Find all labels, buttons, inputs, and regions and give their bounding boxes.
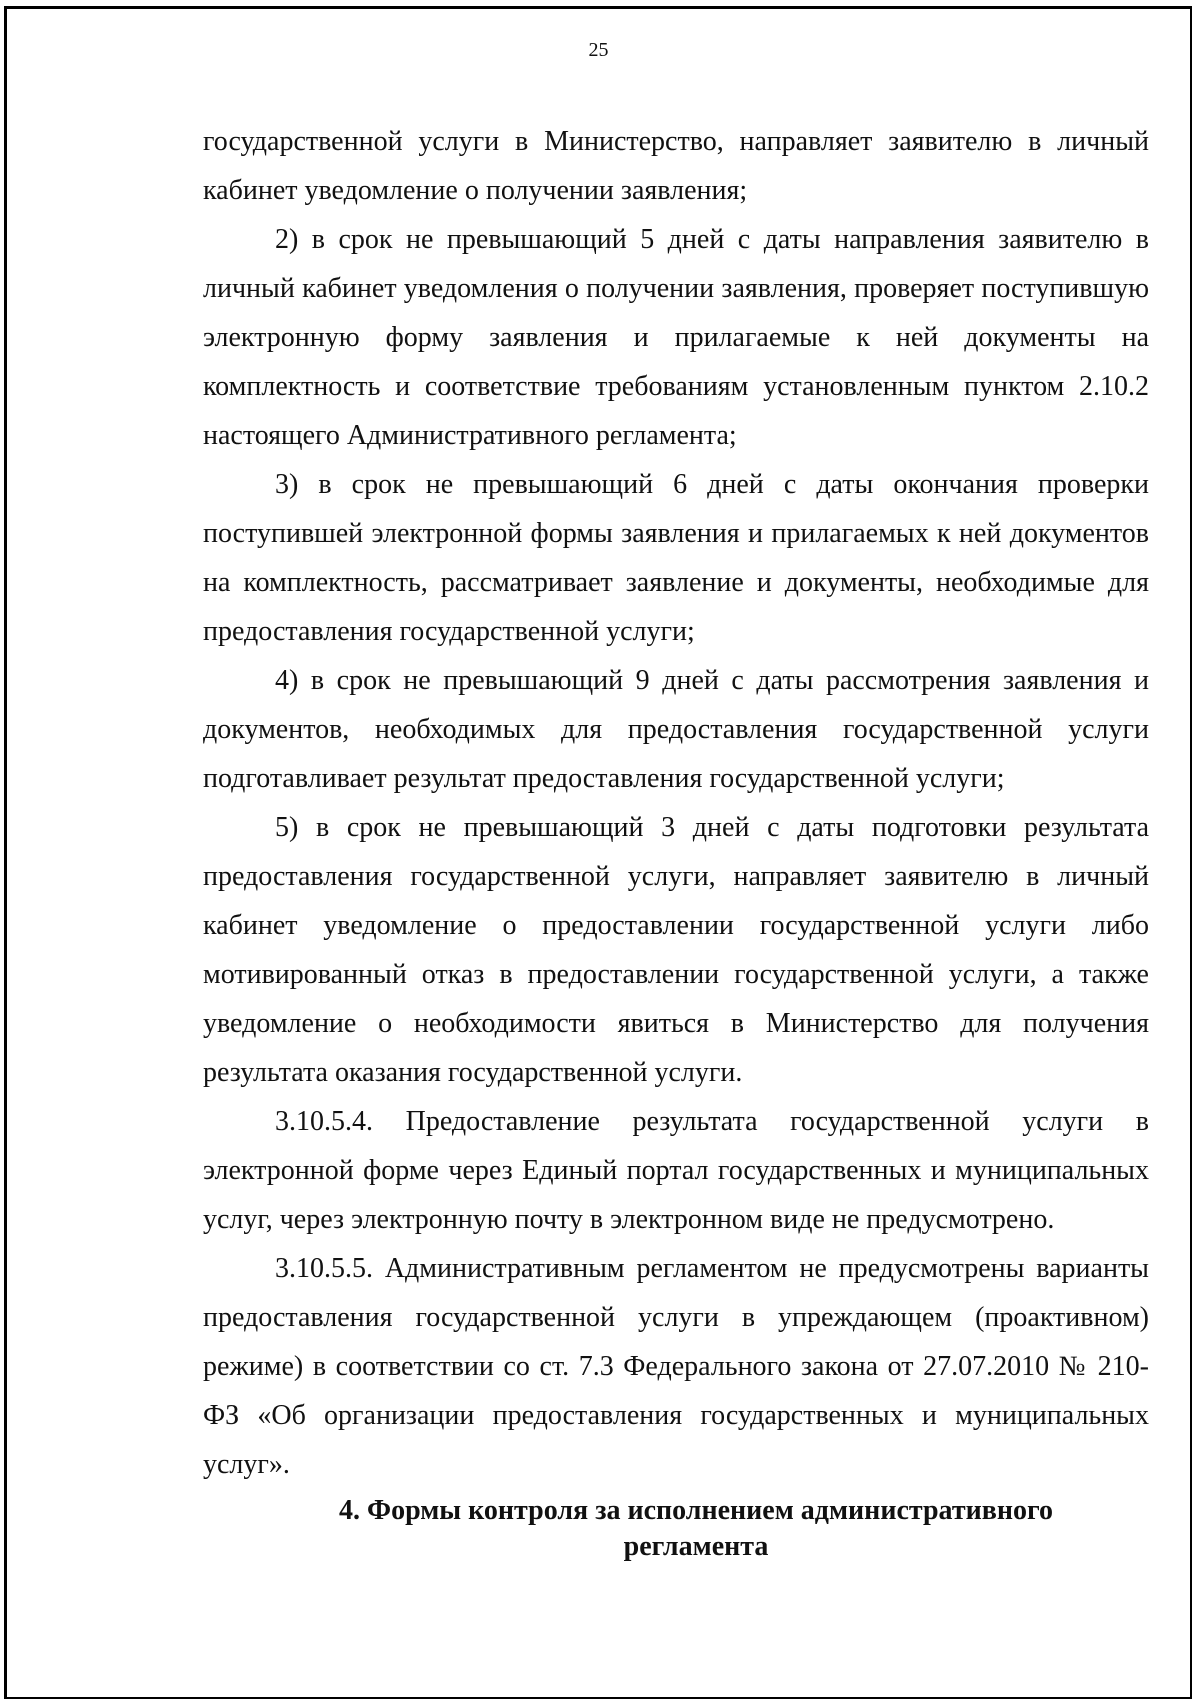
paragraph-item-2: 2) в срок не превышающий 5 дней с даты направления заявителю в личный кабинет уведомления о получении заявления, проверяет поступившую электронную форму заявления и прилагаемые к ней документы на комплектность и соответствие требованиям установленным пунктом 2.10.2 настоящего Административного регламента; (203, 224, 1149, 451)
section-heading (203, 1493, 1149, 1565)
section-heading-line-1: 4. Формы контроля за исполнением административного (339, 1495, 1053, 1526)
paragraph-3-10-5-4: 3.10.5.4. Предоставление результата государственной услуги в электронной форме через Единый портал государственных и муниципальных услуг, через электронную почту в электронном виде не предусмотрено. (203, 1106, 1149, 1235)
paragraph-item-3: 3) в срок не превышающий 6 дней с даты окончания проверки поступившей электронной формы заявления и прилагаемых к ней документов на комплектность, рассматривает заявление и документы, необходимые для предоставления государственной услуги; (203, 469, 1149, 647)
paragraph-item-5: 5) в срок не превышающий 3 дней с даты подготовки результата предоставления государственной услуги, направляет заявителю в личный кабинет уведомление о предоставлении государственной услуги либо мотивированный отказ в предоставлении государственной услуги, а также уведомление о необходимости явиться в Министерство для получения результата оказания государственной услуги. (203, 812, 1149, 1088)
paragraph-continuation: государственной услуги в Министерство, направляет заявителю в личный кабинет уведомление о получении заявления; (203, 126, 1149, 206)
paragraph-item-4: 4) в срок не превышающий 9 дней с даты рассмотрения заявления и документов, необходимых для предоставления государственной услуги подготавливает результат предоставления государственной услуги; (203, 665, 1149, 794)
section-heading-line-2: регламента (623, 1531, 769, 1562)
document-body (203, 117, 1149, 1565)
paragraph-3-10-5-5: 3.10.5.5. Административным регламентом не предусмотрены варианты предоставления государственной услуги в упреждающем (проактивном) режиме) в соответствии со ст. 7.3 Федерального закона от 27.07.2010 № 210-ФЗ «Об организации предоставления государственных и муниципальных услуг». (203, 1253, 1149, 1480)
document-page (4, 6, 1192, 1699)
page-number: 25 (588, 39, 609, 61)
